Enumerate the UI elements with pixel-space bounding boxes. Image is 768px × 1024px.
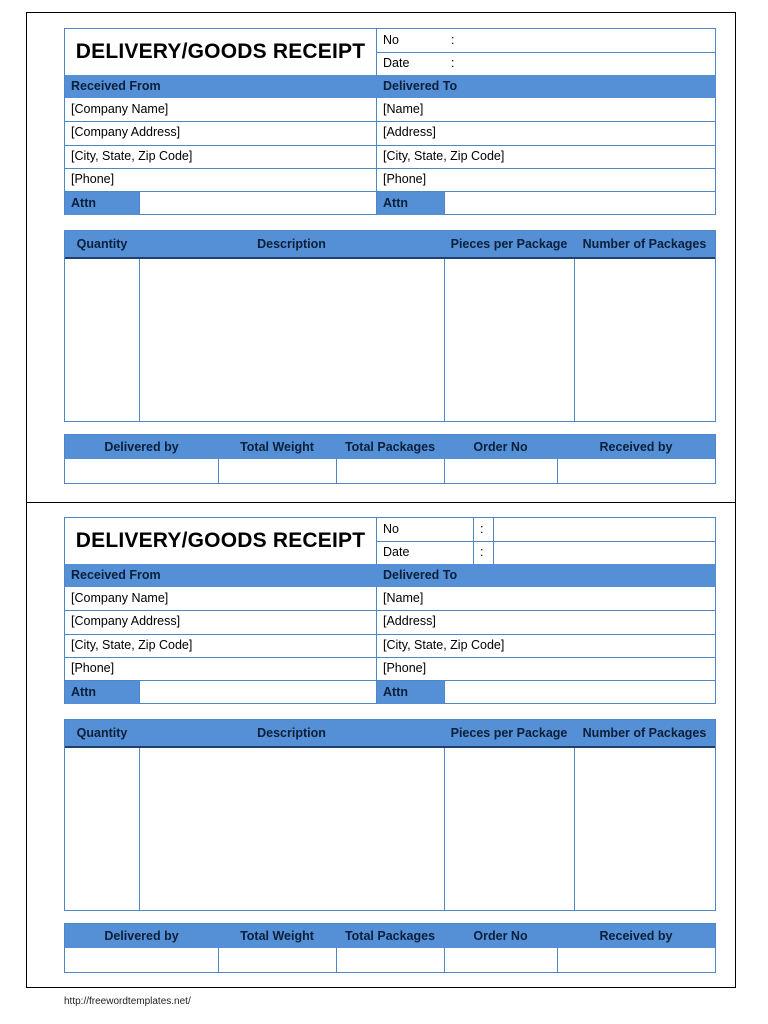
order-no-header: Order No [473, 929, 528, 943]
total-weight-header: Total Weight [240, 440, 314, 454]
receipt-1 [64, 28, 716, 484]
sender-phone-field[interactable]: [Phone] [71, 172, 115, 186]
recipient-name-field[interactable]: [Name] [383, 591, 424, 605]
sender-city-state-zip-field[interactable]: [City, State, Zip Code] [71, 149, 193, 163]
recipient-city-state-zip-field[interactable]: [City, State, Zip Code] [383, 638, 505, 652]
recipient-phone-field[interactable]: [Phone] [383, 172, 427, 186]
delivered-to-heading: Delivered To [383, 568, 458, 582]
delivered-by-header: Delivered by [104, 929, 179, 943]
number-of-packages-column-header: Number of Packages [582, 237, 707, 251]
received-from-heading: Received From [71, 568, 161, 582]
no-label: No [383, 522, 399, 536]
date-field[interactable] [465, 52, 715, 75]
no-label: No [383, 33, 399, 47]
sender-attn-field[interactable] [139, 681, 376, 704]
date-label: Date [383, 545, 410, 559]
recipient-phone-field[interactable]: [Phone] [383, 661, 427, 675]
recipient-address-field[interactable]: [Address] [383, 125, 436, 139]
description-column-header: Description [257, 237, 326, 251]
delivered-by-header: Delivered by [104, 440, 179, 454]
pieces-per-package-column-header: Pieces per Package [450, 726, 568, 740]
recipient-attn-label: Attn [383, 685, 408, 699]
receipt-header-table [64, 28, 716, 215]
cut-divider [27, 502, 735, 503]
received-by-header: Received by [599, 440, 673, 454]
receipt-2 [64, 517, 716, 973]
date-field[interactable] [493, 541, 716, 564]
total-packages-header: Total Packages [344, 440, 436, 454]
sender-phone-field[interactable]: [Phone] [71, 661, 115, 675]
items-table [64, 719, 716, 911]
delivery-summary-table [64, 434, 716, 484]
no-colon: : [473, 518, 493, 541]
sender-attn-label: Attn [71, 685, 96, 699]
recipient-attn-field[interactable] [444, 681, 716, 704]
recipient-attn-label: Attn [383, 196, 408, 210]
pieces-per-package-column-header: Pieces per Package [450, 237, 568, 251]
delivery-summary-table [64, 923, 716, 973]
date-colon: : [451, 56, 455, 70]
company-name-field[interactable]: [Company Name] [71, 591, 169, 605]
received-by-header: Received by [599, 929, 673, 943]
recipient-name-field[interactable]: [Name] [383, 102, 424, 116]
order-no-header: Order No [473, 440, 528, 454]
recipient-address-field[interactable]: [Address] [383, 614, 436, 628]
no-field[interactable] [493, 518, 716, 541]
company-address-field[interactable]: [Company Address] [71, 614, 181, 628]
description-column-header: Description [257, 726, 326, 740]
recipient-city-state-zip-field[interactable]: [City, State, Zip Code] [383, 149, 505, 163]
delivered-to-heading: Delivered To [383, 79, 458, 93]
sender-city-state-zip-field[interactable]: [City, State, Zip Code] [71, 638, 193, 652]
receipt-title: DELIVERY/GOODS RECEIPT [75, 529, 366, 552]
quantity-column-header: Quantity [76, 237, 128, 251]
company-name-field[interactable]: [Company Name] [71, 102, 169, 116]
source-url[interactable]: http://freewordtemplates.net/ [64, 996, 191, 1007]
no-colon: : [451, 33, 455, 47]
sender-attn-field[interactable] [139, 192, 376, 215]
receipt-title: DELIVERY/GOODS RECEIPT [75, 40, 366, 63]
quantity-column-header: Quantity [76, 726, 128, 740]
receipt-header-table [64, 517, 716, 704]
items-table [64, 230, 716, 422]
recipient-attn-field[interactable] [444, 192, 716, 215]
company-address-field[interactable]: [Company Address] [71, 125, 181, 139]
received-from-heading: Received From [71, 79, 161, 93]
date-colon: : [473, 541, 493, 564]
no-field[interactable] [465, 29, 715, 52]
total-packages-header: Total Packages [344, 929, 436, 943]
date-label: Date [383, 56, 410, 70]
sender-attn-label: Attn [71, 196, 96, 210]
total-weight-header: Total Weight [240, 929, 314, 943]
number-of-packages-column-header: Number of Packages [582, 726, 707, 740]
